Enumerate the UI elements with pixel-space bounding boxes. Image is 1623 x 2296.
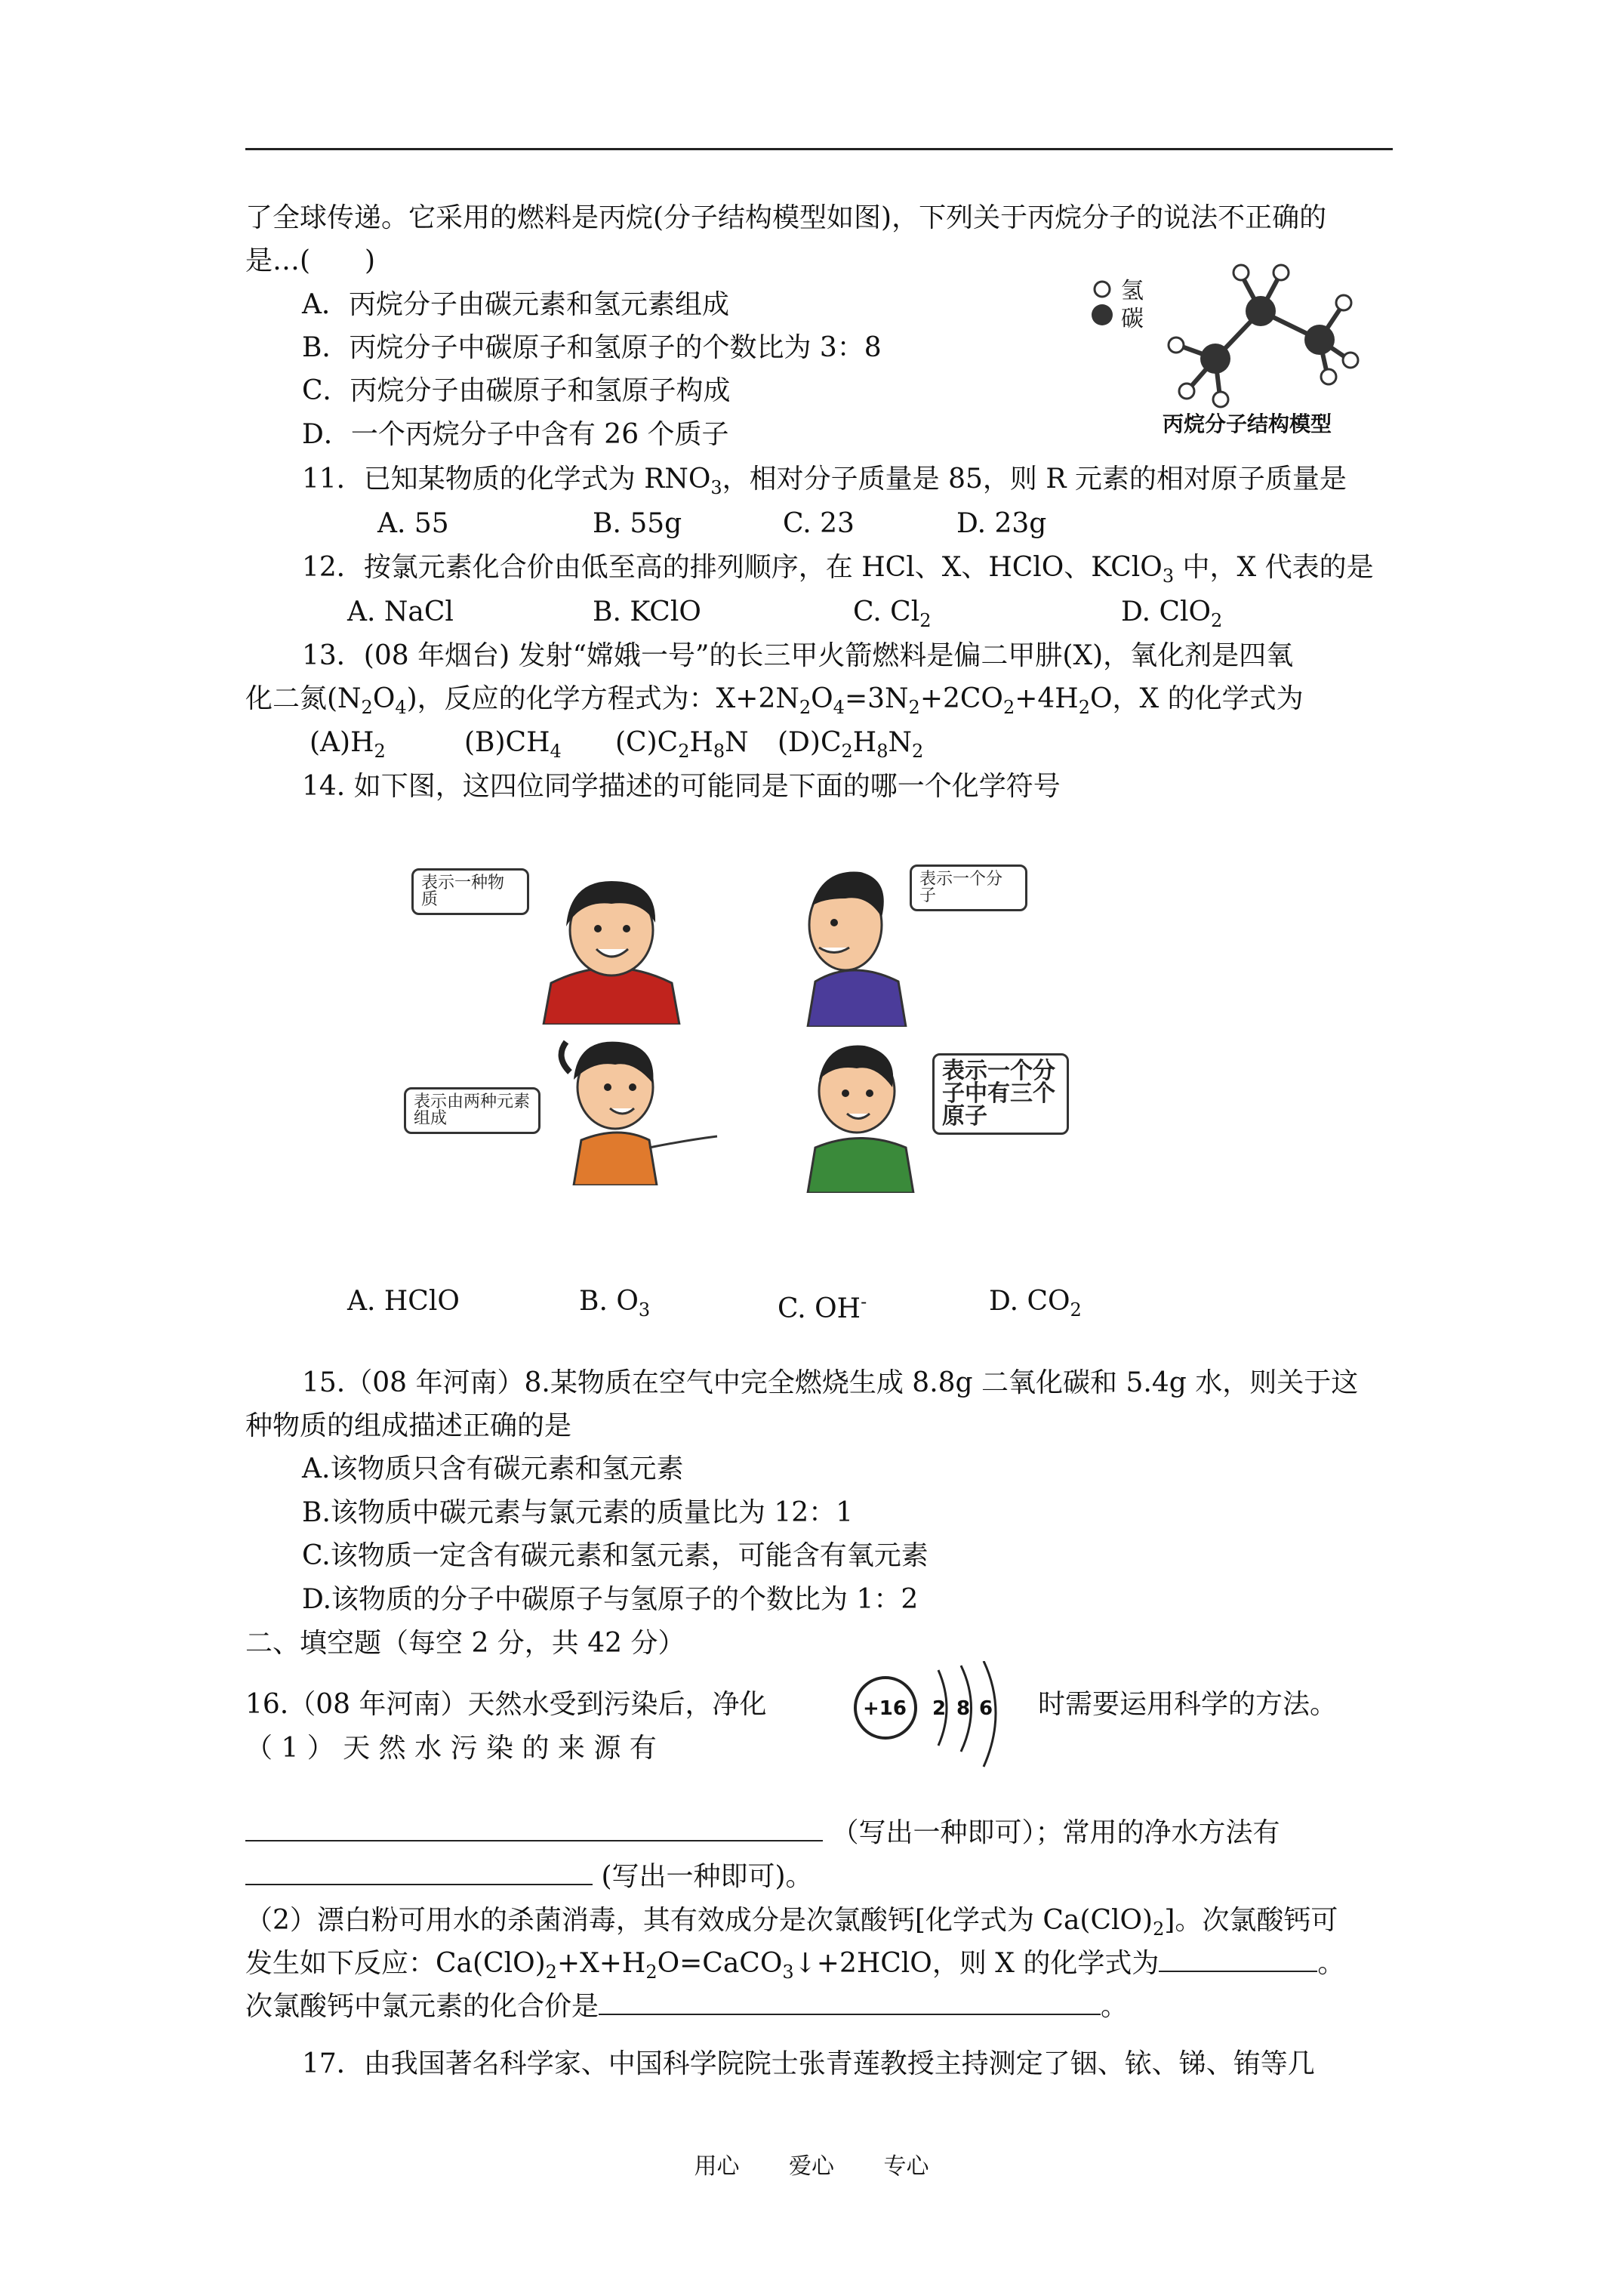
- q10-option-c: C．丙烷分子由碳原子和氢原子构成: [302, 375, 731, 406]
- q16-part1: （ 1 ） 天 然 水 污 染 的 来 源 有: [245, 1733, 657, 1764]
- speech-bubble-2: 表示一个分子: [910, 864, 1027, 911]
- q16-stem-1: 16.（08 年河南）天然水受到污染后，净化: [245, 1689, 767, 1720]
- q16-part1-tail: （写出一种即可）；常用的净水方法有: [831, 1817, 1280, 1848]
- speech-bubble-3: 表示由两种元素组成: [404, 1087, 540, 1134]
- q15-option-b: B.该物质中碳元素与氯元素的质量比为 12：1: [302, 1497, 854, 1528]
- q10-option-a: A．丙烷分子由碳元素和氢元素组成: [302, 289, 729, 320]
- q11-option-b: B. 55g: [593, 508, 682, 539]
- q14-option-d: D. $CO_2$: [989, 1286, 1082, 1321]
- q15-stem-1: 15.（08 年河南）8.某物质在空气中完全燃烧生成 8.8g 二氧化碳和 5.4g 水，则关于这: [302, 1367, 1359, 1398]
- hydrogen-legend-label: 氢: [1121, 278, 1144, 304]
- carbon-atoms: [1200, 296, 1335, 374]
- q11-stem: 11．已知某物质的化学式为 $RNO_3$，相对分子质量是 85，则 R 元素的相对原子质量是: [302, 464, 1347, 499]
- q16-part1-line-2: [245, 1859, 813, 1895]
- footer-item-2: 爱心: [789, 2153, 834, 2180]
- four-students-cartoon: [400, 846, 1110, 1193]
- q11-option-a: A. 55: [377, 508, 449, 539]
- q14-option-a: A. HClO: [347, 1286, 460, 1317]
- q17-stem: 17．由我国著名科学家、中国科学院院士张青莲教授主持测定了铟、铱、锑、铕等几: [302, 2048, 1315, 2079]
- q12-option-b: B. KClO: [593, 596, 701, 627]
- q13-option-b: $(B)CH_4$: [464, 727, 562, 763]
- q15-stem-2: 种物质的组成描述正确的是: [245, 1410, 572, 1441]
- propane-model-figure: [1087, 260, 1374, 442]
- q16-part2-line-2: 发生如下反应：$Ca(ClO)_2+X+H_2O=CaCO_3↓+2HClO$，则 X 的化学式为 。: [245, 1948, 1345, 1983]
- nucleus-charge: +16: [863, 1697, 907, 1720]
- q12-option-d: D. ClO$_2$: [1121, 596, 1223, 632]
- q10-option-d: D．一个丙烷分子中含有 26 个质子: [302, 419, 729, 450]
- q16-part2-line-1: （2）漂白粉可用水的杀菌消毒，其有效成分是次氯酸钙[化学式为 $Ca(ClO)_2$]。次氯酸钙可: [245, 1905, 1338, 1940]
- q16-part2-line-3: 次氯酸钙中氯元素的化合价是 。: [245, 1991, 1129, 2022]
- q13-stem-1: 13．(08 年烟台) 发射“嫦娥一号”的长三甲火箭燃料是偏二甲肼(X)，氧化剂是四氧: [302, 640, 1294, 671]
- answer-blank-1[interactable]: [245, 1817, 823, 1841]
- speech-bubble-4: 表示一个分子中有三个原子: [932, 1053, 1069, 1135]
- answer-blank-3[interactable]: [1159, 1948, 1317, 1972]
- student-girl-2: [551, 1027, 725, 1185]
- hydrogen-legend-icon: [1095, 282, 1110, 297]
- shell-3-electrons: 6: [979, 1697, 993, 1720]
- q13-stem-2: 化二氮$(N_2O_4)$，反应的化学方程式为：$X+2N_2O_4=3N_2+2CO_2+4H_2O$，X 的化学式为: [245, 683, 1304, 719]
- intro-line-1: 了全球传递。它采用的燃料是丙烷(分子结构模型如图)，下列关于丙烷分子的说法不正确的: [245, 202, 1327, 233]
- carbon-legend-icon: [1092, 304, 1113, 325]
- speech-bubble-1: 表示一种物质: [411, 868, 529, 915]
- q11-option-d: D. 23g: [956, 508, 1047, 539]
- q13-option-c: $(C)C_2H_8N$: [615, 727, 749, 763]
- answer-blank-2[interactable]: [245, 1861, 593, 1885]
- q14-option-b: B. $O_3$: [579, 1286, 651, 1321]
- section-2-heading: 二、填空题（每空 2 分，共 42 分）: [245, 1628, 685, 1659]
- q15-option-a: A.该物质只含有碳元素和氢元素: [302, 1453, 684, 1484]
- q14-stem: 14. 如下图，这四位同学描述的可能同是下面的哪一个化学符号: [302, 771, 1061, 802]
- q15-option-c: C.该物质一定含有碳元素和氢元素，可能含有氧元素: [302, 1540, 929, 1571]
- q12-option-a: A. NaCl: [347, 596, 454, 627]
- q11-option-c: C. 23: [783, 508, 855, 539]
- q12-option-c: C. $Cl_2$: [853, 596, 932, 632]
- intro-line-2: 是…( ): [245, 245, 376, 276]
- student-girl-1: [536, 862, 687, 1025]
- student-boy-1: [793, 853, 913, 1027]
- student-boy-2: [785, 1034, 929, 1193]
- q13-option-d: $(D)C_2H_8N_2$: [778, 727, 924, 763]
- shell-1-electrons: 2: [932, 1697, 947, 1720]
- footer-item-3: 专心: [883, 2153, 929, 2180]
- q15-option-d: D.该物质的分子中碳原子与氢原子的个数比为 1：2: [302, 1584, 919, 1615]
- q16-part1-tail-2: (写出一种即可)。: [601, 1861, 813, 1892]
- q16-part1-line: [245, 1815, 1280, 1851]
- shell-2-electrons: 8: [956, 1697, 971, 1720]
- answer-blank-4[interactable]: [599, 1991, 1101, 2015]
- header-rule: [245, 148, 1393, 150]
- q16-stem-1b: 时需要运用科学的方法。: [1038, 1689, 1338, 1720]
- propane-model-caption: 丙烷分子结构模型: [1163, 411, 1332, 436]
- q14-option-c: C. OH-: [778, 1291, 867, 1324]
- q10-option-b: B．丙烷分子中碳原子和氢原子的个数比为 3：8: [302, 332, 882, 363]
- sulfur-atom-diagram: [849, 1661, 1023, 1774]
- page-footer: [0, 2147, 1623, 2180]
- q13-option-a: $(A)H_2$: [310, 727, 386, 763]
- footer-item-1: 用心: [694, 2153, 740, 2180]
- q16-part2-line-3-text: 次氯酸钙中氯元素的化合价是: [245, 1991, 599, 2022]
- carbon-legend-label: 碳: [1121, 306, 1144, 332]
- q12-stem: 12．按氯元素化合价由低至高的排列顺序，在 HCl、X、HClO、KClO$_3$ 中，X 代表的是: [302, 552, 1374, 587]
